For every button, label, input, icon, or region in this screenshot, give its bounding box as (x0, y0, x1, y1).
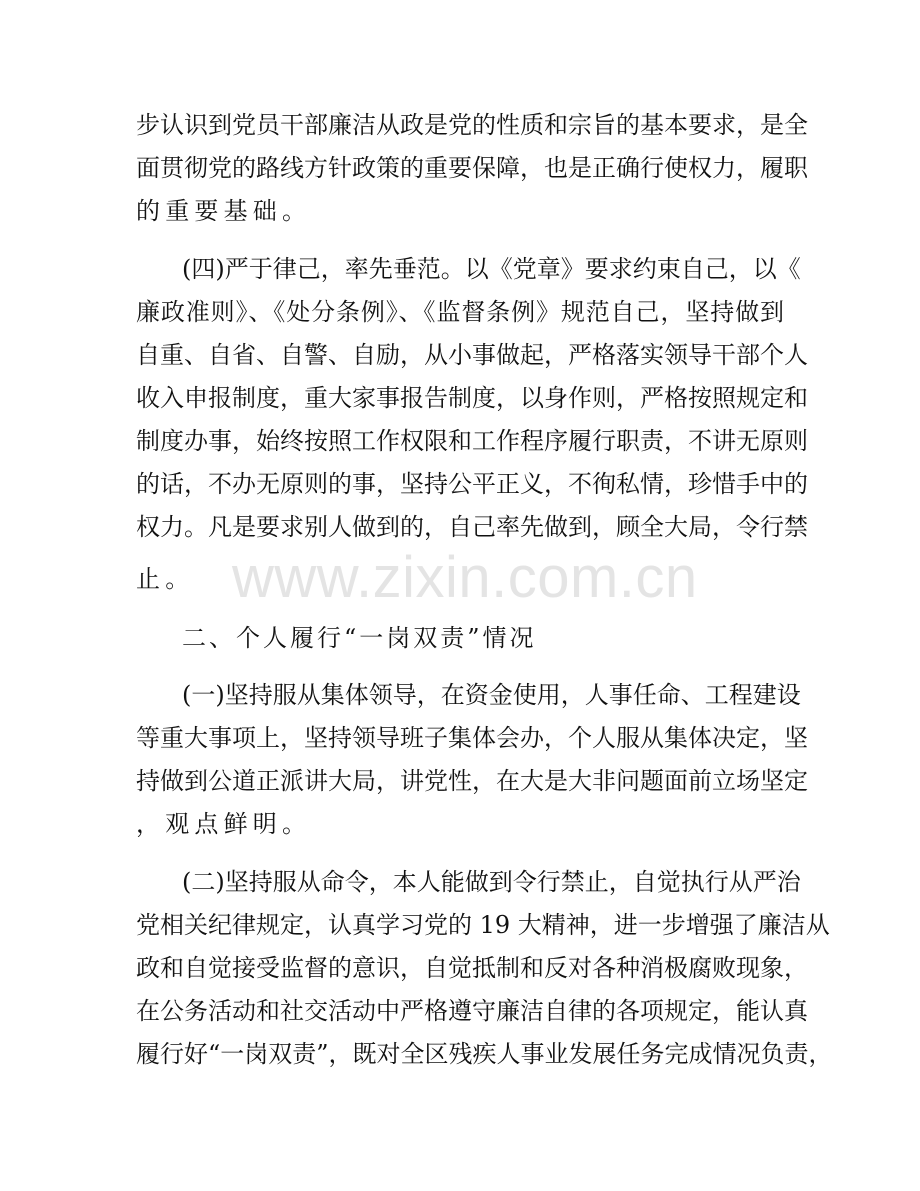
paragraph-line: 在公务活动和社交活动中严格遵守廉洁自律的各项规定，能认真 (136, 997, 808, 1025)
paragraph-line: 持做到公道正派讲大局，讲党性，在大是大非问题面前立场坚定 (136, 767, 808, 795)
paragraph-line: 收入申报制度，重大家事报告制度，以身作则，严格按照规定和 (136, 384, 808, 412)
paragraph-line: 制度办事，始终按照工作权限和工作程序履行职责，不讲无原则 (136, 427, 808, 455)
paragraph-line: 廉政准则》、《处分条例》、《监督条例》规范自己，坚持做到 (136, 298, 784, 326)
paragraph-line: 政和自觉接受监督的意识，自觉抵制和反对各种消极腐败现象， (136, 954, 808, 982)
watermark: www.zixin.com.cn (232, 545, 698, 610)
paragraph-line: 步认识到党员干部廉洁从政是党的性质和宗旨的基本要求，是全 (136, 111, 808, 139)
section-heading: 二、个人履行“一岗双责”情况 (182, 624, 537, 652)
paragraph-line: 履行好“一岗双责”，既对全区残疾人事业发展任务完成情况负责， (136, 1040, 833, 1068)
paragraph-line: 等重大事项上，坚持领导班子集体会办，个人服从集体决定，坚 (136, 724, 808, 752)
paragraph-line: (四)严于律己，率先垂范。以《党章》要求约束自己，以《 (182, 255, 801, 283)
paragraph-line: 自重、自省、自警、自励，从小事做起，严格落实领导干部个人 (136, 341, 808, 369)
paragraph-line: ，观点鲜明。 (136, 810, 312, 838)
paragraph-line: 权力。凡是要求别人做到的，自己率先做到，顾全大局，令行禁 (136, 513, 808, 541)
paragraph-line: 的重要基础。 (136, 197, 312, 225)
paragraph-line: 党相关纪律规定，认真学习党的 19 大精神，进一步增强了廉洁从 (136, 911, 830, 939)
paragraph-line: 面贯彻党的路线方针政策的重要保障，也是正确行使权力，履职 (136, 154, 808, 182)
paragraph-line: (二)坚持服从命令，本人能做到令行禁止，自觉执行从严治 (182, 868, 801, 896)
paragraph-line: 的话，不办无原则的事，坚持公平正义，不徇私情，珍惜手中的 (136, 470, 808, 498)
paragraph-line: 止。 (136, 565, 195, 593)
paragraph-line: (一)坚持服从集体领导，在资金使用，人事任命、工程建设 (182, 681, 801, 709)
